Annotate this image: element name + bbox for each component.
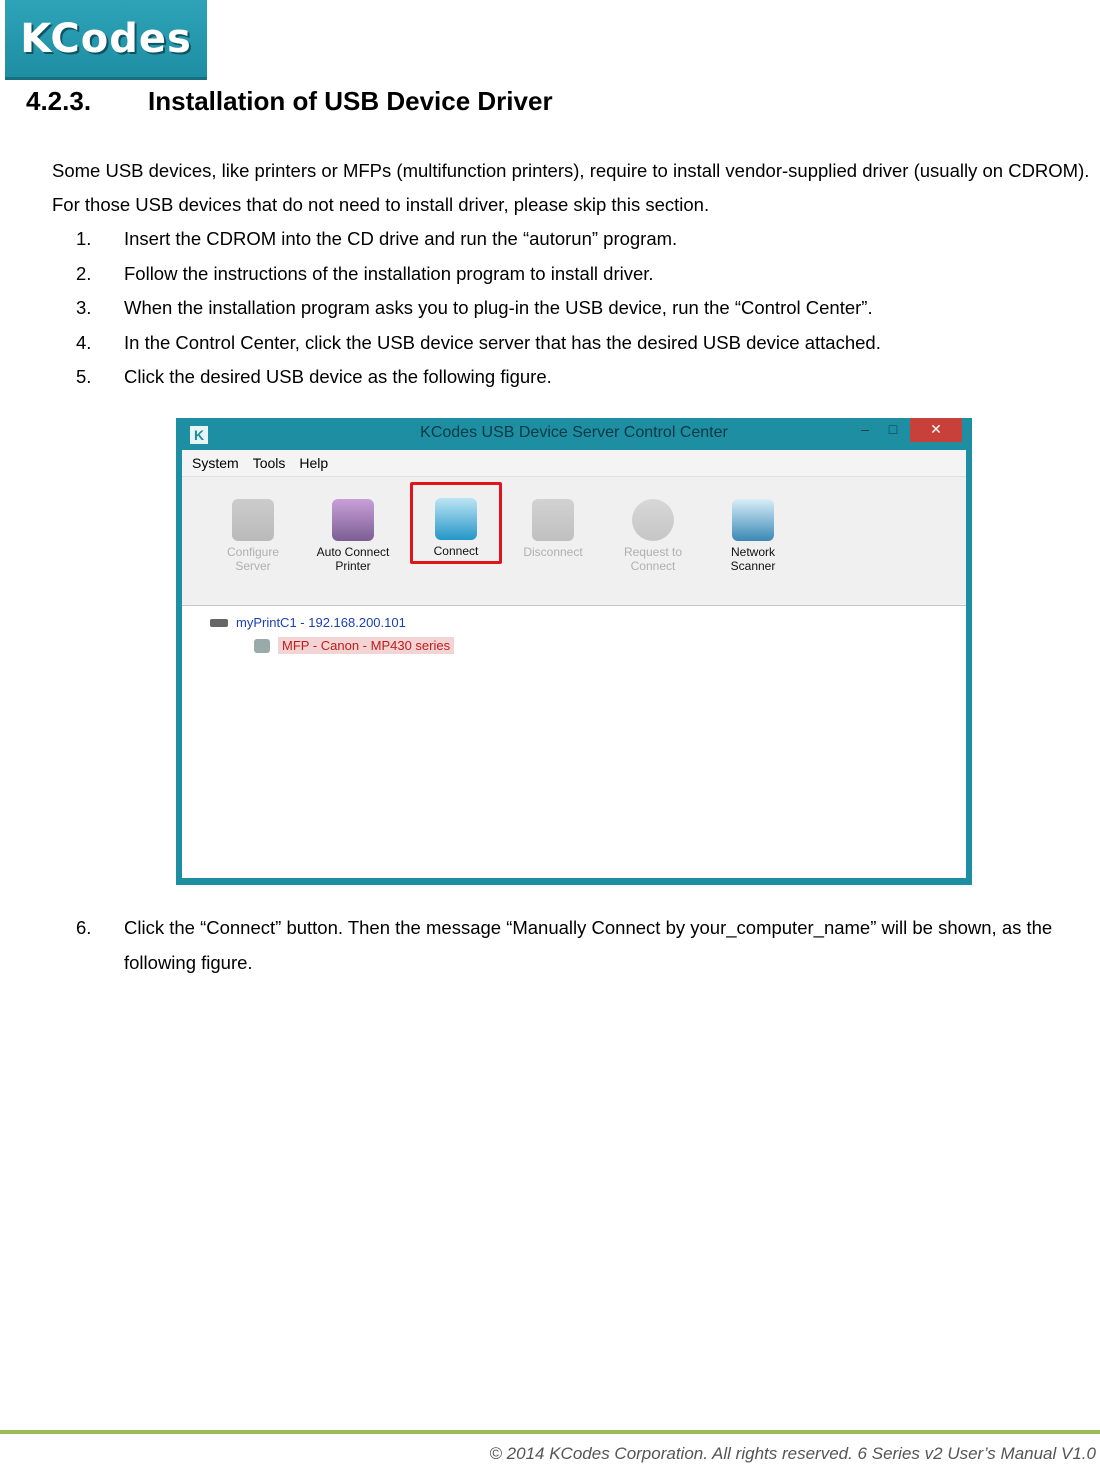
step-number: 6. [76, 917, 92, 938]
step-item [0, 222, 881, 257]
step-item [0, 360, 881, 395]
step-text: In the Control Center, click the USB device server that has the desired USB device attached. [124, 331, 881, 353]
step-item [0, 291, 881, 326]
window-client [182, 450, 966, 878]
step-item [0, 326, 881, 361]
connect-icon [435, 498, 477, 540]
footer-text: © 2014 KCodes Corporation. All rights reserved. 6 Series v2 User’s Manual V1.0 [489, 1444, 1096, 1463]
steps-list [0, 222, 881, 395]
button-label: Configure Server [226, 545, 280, 573]
request-connect-icon [632, 499, 674, 541]
menu-help[interactable]: Help [299, 455, 329, 471]
configure-server-icon [232, 499, 274, 541]
auto-connect-printer-button[interactable] [310, 487, 396, 595]
button-label: Request to Connect [623, 545, 683, 573]
window-titlebar[interactable] [182, 418, 966, 450]
printer-icon [254, 639, 270, 653]
button-label: Connect [433, 544, 479, 558]
step-text: Follow the instructions of the installation program to install driver. [124, 262, 654, 284]
step-number: 3. [76, 297, 92, 318]
step-text: When the installation program asks you to plug-in the USB device, run the “Control Center”. [124, 297, 873, 318]
step-number: 1. [76, 228, 92, 249]
connect-button[interactable] [410, 482, 502, 564]
step-item [0, 910, 1090, 980]
menubar [182, 450, 966, 477]
app-icon: K [190, 426, 208, 444]
tree-server-node[interactable] [210, 615, 406, 630]
auto-connect-printer-icon [332, 499, 374, 541]
window-title: KCodes USB Device Server Control Center [420, 424, 728, 441]
menu-system[interactable]: System [192, 455, 239, 471]
tree-device-node[interactable] [254, 637, 454, 654]
close-button[interactable]: ✕ [910, 418, 962, 442]
section-number: 4.2.3. [26, 86, 92, 116]
disconnect-button[interactable] [510, 487, 596, 595]
step-number: 4. [76, 331, 92, 353]
button-label: Auto Connect Printer [316, 545, 390, 573]
request-connect-button[interactable] [610, 487, 696, 595]
device-tree [182, 605, 966, 878]
disconnect-icon [532, 499, 574, 541]
network-scanner-icon [732, 499, 774, 541]
intro-paragraph: Some USB devices, like printers or MFPs (multifunction printers), require to install vendor-supplied driver (usually on CDROM). For those USB devices that do not need to install driver, please skip this section. [52, 160, 1090, 215]
kcodes-logo [5, 0, 207, 80]
configure-server-button[interactable] [210, 487, 296, 595]
menu-tools[interactable]: Tools [252, 455, 286, 471]
control-center-window [176, 418, 972, 885]
section-title: Installation of USB Device Driver [148, 86, 553, 116]
step-number: 5. [76, 366, 92, 387]
section-heading [26, 86, 553, 117]
step-text: Click the “Connect” button. Then the message “Manually Connect by your_computer_name” will be shown, as the following figure. [124, 917, 1053, 973]
logo-text: KCodes [20, 15, 192, 62]
device-label: MFP - Canon - MP430 series [278, 637, 454, 654]
step-item [0, 257, 881, 292]
step-text: Click the desired USB device as the following figure. [124, 366, 552, 387]
step-text: Insert the CDROM into the CD drive and run the “autorun” program. [124, 228, 678, 249]
button-label: Disconnect [523, 545, 583, 559]
button-label: Network Scanner [730, 545, 776, 573]
footer-rule [0, 1430, 1100, 1434]
network-scanner-button[interactable] [710, 487, 796, 595]
step-number: 2. [76, 262, 92, 284]
minimize-button[interactable]: – [861, 421, 869, 437]
toolbar [182, 477, 966, 606]
server-label: myPrintC1 - 192.168.200.101 [236, 615, 406, 630]
maximize-button[interactable]: □ [888, 421, 898, 437]
server-icon [210, 619, 228, 627]
